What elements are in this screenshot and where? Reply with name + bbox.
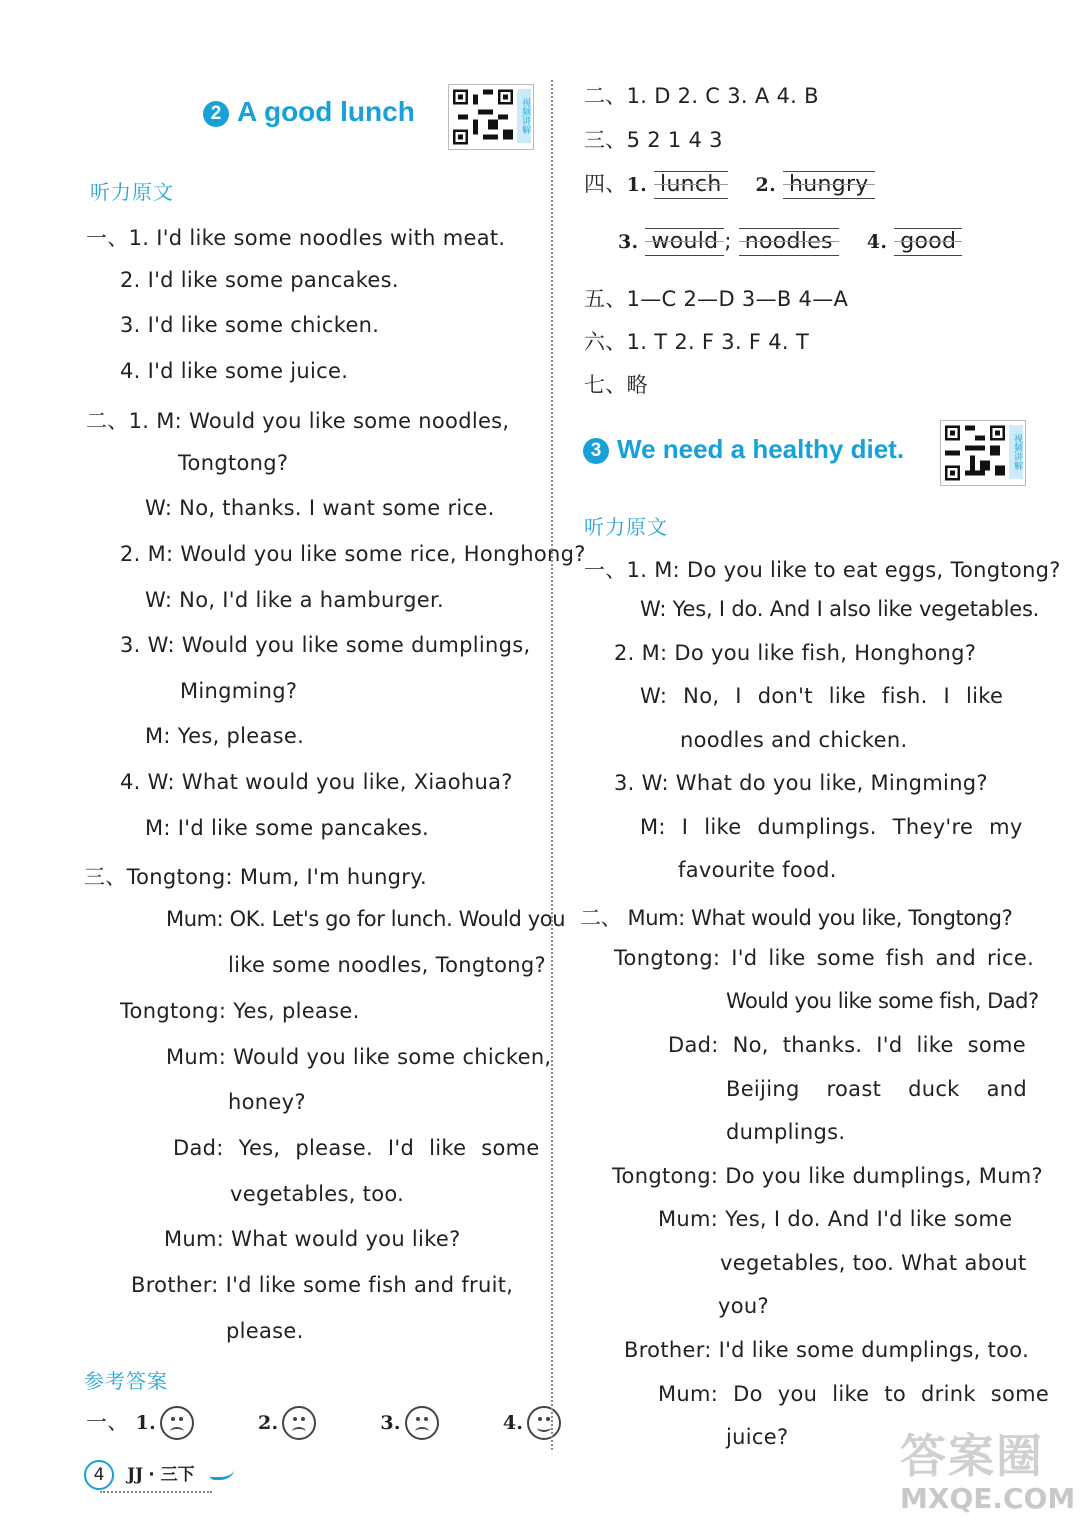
line: Mum: Yes, I do. And I'd like some — [658, 1207, 1013, 1231]
line: honey? — [228, 1090, 306, 1114]
line: Beijing roast duck and — [726, 1077, 1028, 1101]
line: Dad: No, thanks. I'd like some — [668, 1033, 1027, 1057]
handwritten-answer: would — [645, 228, 724, 256]
handwritten-answer: hungry — [783, 171, 875, 199]
line: juice? — [726, 1425, 789, 1449]
line: 3. W: Would you like some dumplings, — [120, 633, 531, 657]
line: 二、 Mum: What would you like, Tongtong? — [580, 906, 1013, 930]
column-divider — [551, 80, 553, 1450]
qr-code-unit-2[interactable] — [448, 84, 534, 150]
line: Tongtong: Yes, please. — [120, 999, 360, 1023]
answer-4-prefix: 四、 — [584, 172, 627, 196]
line: 4. W: What would you like, Xiaohua? — [120, 770, 513, 794]
line: you? — [718, 1294, 769, 1318]
unit-number-badge: 2 — [203, 101, 229, 127]
sad-face-icon — [405, 1406, 439, 1440]
handwritten-answer: lunch — [654, 171, 728, 199]
face-num: 4. — [502, 1412, 524, 1434]
face-num: 1. — [135, 1412, 157, 1434]
line: 2. M: Would you like some rice, Honghong? — [120, 542, 586, 566]
line: Mum: Would you like some chicken, — [166, 1045, 552, 1069]
listening-transcript-heading: 听力原文 — [584, 515, 668, 539]
watermark-cn: 答案圈 — [900, 1429, 1044, 1483]
line: Would you like some fish, Dad? — [726, 989, 1039, 1013]
qr-code-unit-3[interactable] — [940, 420, 1026, 486]
page-number: 4 — [84, 1460, 114, 1490]
line: vegetables, too. What about — [720, 1251, 1027, 1275]
line: 3. W: What do you like, Mingming? — [614, 771, 988, 795]
line: noodles and chicken. — [680, 728, 908, 752]
watermark-en: MXQE.COM — [900, 1482, 1076, 1515]
unit-title-text: We need a healthy diet. — [617, 434, 905, 464]
line: W: No, I'd like a hamburger. — [145, 588, 444, 612]
happy-face-icon — [527, 1406, 561, 1440]
unit-2-title — [203, 96, 415, 128]
handwritten-answer: noodles — [739, 228, 839, 256]
answer-1-prefix: 一、 — [86, 1410, 129, 1434]
line: 4. I'd like some juice. — [120, 359, 349, 383]
answer-6: 六、1. T 2. F 3. F 4. T — [584, 330, 809, 354]
line: 3. I'd like some chicken. — [120, 313, 380, 337]
unit-number-badge: 3 — [583, 438, 609, 464]
qr-label: 视频讲解 — [1009, 425, 1023, 479]
line: M: Yes, please. — [145, 724, 305, 748]
line: vegetables, too. — [230, 1182, 405, 1206]
item-num: 4. — [866, 231, 888, 253]
bird-icon — [210, 1463, 234, 1480]
faces-row — [86, 1406, 561, 1440]
line: W: Yes, I do. And I also like vegetables. — [640, 597, 1040, 621]
unit-3-title — [583, 434, 904, 465]
line: Mum: OK. Let's go for lunch. Would you — [166, 907, 566, 931]
face-num: 3. — [380, 1412, 401, 1434]
qr-code-icon — [945, 425, 1005, 481]
grade-label: · 三下 — [148, 1465, 195, 1485]
line: Tongtong? — [178, 451, 289, 475]
answer-4-row1 — [584, 168, 875, 199]
line: W: No, thanks. I want some rice. — [145, 496, 495, 520]
footer-dotted-line — [100, 1491, 212, 1493]
line: Mum: What would you like? — [164, 1227, 461, 1251]
item-num: 3. — [618, 231, 639, 253]
item-num: 2. — [755, 174, 776, 196]
line: Brother: I'd like some fish and fruit, — [131, 1273, 514, 1297]
line: 2. I'd like some pancakes. — [120, 268, 399, 292]
page-footer — [84, 1460, 234, 1490]
line: W: No, I don't like fish. I like — [640, 684, 1004, 708]
edition-label: JJ — [127, 1465, 144, 1485]
line: Mingming? — [180, 679, 298, 703]
line: Tongtong: I'd like some fish and rice. — [614, 946, 1035, 970]
line: Tongtong: Do you like dumplings, Mum? — [612, 1164, 1044, 1188]
answer-2: 二、1. D 2. C 3. A 4. B — [584, 84, 819, 108]
qr-label: 视频讲解 — [517, 89, 531, 143]
answer-4-row2 — [618, 228, 962, 256]
line: Mum: Do you like to drink some — [658, 1382, 1050, 1406]
answer-7: 七、略 — [584, 373, 648, 397]
line: dumplings. — [726, 1120, 846, 1144]
sad-face-icon — [160, 1406, 194, 1440]
line: favourite food. — [678, 858, 837, 882]
line: M: I'd like some pancakes. — [145, 816, 430, 840]
face-num: 2. — [258, 1412, 279, 1434]
answer-3: 三、5 2 1 4 3 — [584, 128, 723, 152]
line: Dad: Yes, please. I'd like some — [173, 1136, 540, 1160]
item-num: 1. — [626, 174, 648, 196]
line: Brother: I'd like some dumplings, too. — [624, 1338, 1030, 1362]
line: 三、Tongtong: Mum, I'm hungry. — [84, 865, 427, 889]
unit-title-text: A good lunch — [237, 96, 415, 127]
qr-code-icon — [453, 89, 513, 145]
watermark — [900, 1430, 1080, 1530]
listening-transcript-heading: 听力原文 — [90, 180, 174, 204]
line: 二、1. M: Would you like some noodles, — [86, 409, 510, 433]
answer-5: 五、1—C 2—D 3—B 4—A — [584, 287, 849, 311]
handwritten-answer: good — [894, 228, 962, 256]
line: like some noodles, Tongtong? — [228, 953, 546, 977]
line: 一、1. I'd like some noodles with meat. — [86, 226, 506, 250]
sad-face-icon — [282, 1406, 316, 1440]
line: M: I like dumplings. They're my — [640, 815, 1023, 839]
line: 一、1. M: Do you like to eat eggs, Tongtong? — [584, 558, 1061, 582]
line: please. — [226, 1319, 304, 1343]
separator: ; — [724, 229, 732, 253]
reference-answers-heading: 参考答案 — [84, 1369, 168, 1393]
line: 2. M: Do you like fish, Honghong? — [614, 641, 977, 665]
